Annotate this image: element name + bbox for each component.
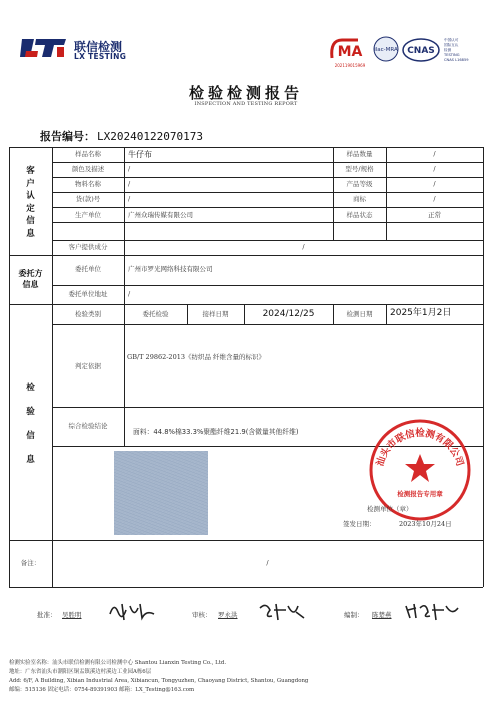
value-manufacturer: 广州众瑞传媒有限公司: [128, 211, 193, 219]
label-trademark: 商标: [353, 195, 366, 203]
report-title-en: INSPECTION AND TESTING REPORT: [194, 101, 298, 107]
sample-fabric-swatch: [114, 451, 208, 535]
label-sample-status: 样品状态: [346, 211, 373, 219]
label-entrusting-unit: 委托单位: [75, 265, 101, 273]
value-material-name: /: [128, 180, 131, 188]
cnas-line-3: 检测: [444, 48, 452, 52]
label-conclusion: 综合检验结论: [68, 422, 108, 430]
label-client-composition: 客户提供成分: [68, 243, 108, 251]
value-entrusting-address: /: [128, 290, 131, 298]
report-number: [40, 128, 203, 144]
cnas-label: CNAS: [407, 46, 435, 56]
label-material-name: 物料名称: [75, 180, 101, 188]
value-entrusting-unit: 广州市罗光网络科技有限公司: [128, 265, 213, 273]
value-conclusion: 面料：44.8%棉33.3%聚酯纤维21.9(含微量其他纤维): [133, 428, 299, 436]
label-product-grade: 产品等级: [346, 180, 373, 188]
value-remarks: /: [266, 559, 269, 567]
seal-center-text: 检测报告专用章: [397, 490, 443, 498]
report-number-label: 报告编号：: [40, 130, 95, 143]
value-judgment-basis: GB/T 29862-2013《纺织品 纤维含量的标识》: [127, 353, 266, 361]
company-name-cn: 联信检测: [74, 40, 123, 54]
reviewer-signature: [258, 600, 306, 622]
entrust-heading-text: 委托方信息: [18, 268, 43, 289]
label-sample-name: 样品名称: [75, 150, 101, 158]
label-test-date: 检测日期: [346, 310, 373, 318]
cnas-line-1: 中国认可: [444, 38, 459, 42]
client-section-heading: [9, 165, 52, 240]
cnas-accreditation-icon: [402, 37, 440, 63]
value-editor: 陈楚燕: [372, 611, 392, 619]
seal-company-text: 汕头市联信检测有限公司: [374, 428, 466, 468]
label-reviewer: 审核：: [192, 611, 212, 619]
inspection-heading-text: 检验信息: [26, 383, 35, 465]
footer-contact: 邮编：515136 固定电话：0754-89391903 邮箱：LX_Testing@163.com: [9, 687, 195, 693]
value-item-number: /: [128, 195, 131, 203]
value-product-grade: /: [433, 180, 436, 188]
label-approver: 批准：: [37, 611, 57, 619]
cnas-text: [444, 38, 469, 63]
footer-address-cn: 地址：广东省汕头市潮阳区铜盂镇溪边村溪边工业园A栋6层: [9, 669, 152, 675]
report-title-cn: 检验检测报告: [188, 84, 303, 102]
value-issue-date: 2023年10月24日: [399, 520, 452, 528]
value-approver: 吴胜明: [62, 611, 82, 619]
report-number-value: LX20240122070173: [97, 130, 203, 143]
label-editor: 编制：: [344, 611, 364, 619]
footer-lab-name: 检测实验室名称：汕头市联信检测有限公司检测中心 Shantou Lianxin Testing Co., Ltd.: [9, 660, 227, 666]
value-sample-status: 正常: [428, 211, 441, 219]
lx-testing-logo-mark: [20, 37, 68, 59]
cnas-line-4: TESTING: [444, 53, 460, 57]
label-sample-quantity: 样品数量: [346, 150, 373, 158]
value-trademark: /: [433, 195, 436, 203]
inspection-section-heading: [9, 376, 52, 472]
cnas-line-2: 国际互认: [444, 43, 459, 47]
value-received-date: 2024/12/25: [262, 309, 315, 319]
company-name-en: LX TESTING: [74, 52, 127, 61]
stamp-unit-label: 检测单位（章）: [367, 505, 413, 513]
footer-address-en: Add: 6/F, A Building, Xibian Industrial Area, Xibiancun, Tongyuzhen, Chaoyang District, Shantou, Guangdong: [9, 678, 309, 684]
label-inspection-type: 检验类别: [75, 310, 101, 318]
ilac-mra-icon: [373, 36, 399, 62]
label-entrusting-address: 委托单位地址: [68, 290, 108, 298]
cma-number: 202119015969: [334, 63, 366, 68]
approver-signature: [108, 600, 156, 622]
value-sample-name: 牛仔布: [128, 150, 152, 159]
value-test-date: 2025年1月2日: [390, 308, 452, 318]
value-client-composition: /: [302, 243, 305, 251]
label-received-date: 接样日期: [202, 310, 229, 318]
label-issue-date: 签发日期：: [343, 520, 376, 528]
label-manufacturer: 生产单位: [75, 211, 101, 219]
label-remarks: 备注：: [20, 559, 41, 567]
cma-certification-icon: [328, 36, 372, 62]
editor-signature: [404, 600, 460, 622]
ilac-label: ilac-MRA: [374, 47, 398, 53]
value-sample-quantity: /: [433, 150, 436, 158]
value-color-description: /: [128, 165, 131, 173]
value-reviewer: 罗永洪: [218, 611, 238, 619]
cnas-line-5: CNAS L16859: [444, 58, 469, 62]
client-heading-text: 客户认定信息: [26, 166, 35, 239]
entrust-section-heading: [9, 268, 52, 290]
label-item-number: 货(款)号: [75, 195, 101, 203]
label-color-description: 颜色及描述: [71, 165, 105, 173]
label-model-spec: 型号/规格: [345, 165, 374, 173]
value-inspection-type: 委托检验: [142, 310, 169, 318]
value-model-spec: /: [433, 165, 436, 173]
label-judgment-basis: 判定依据: [75, 362, 101, 370]
cma-label: MA: [337, 44, 363, 60]
